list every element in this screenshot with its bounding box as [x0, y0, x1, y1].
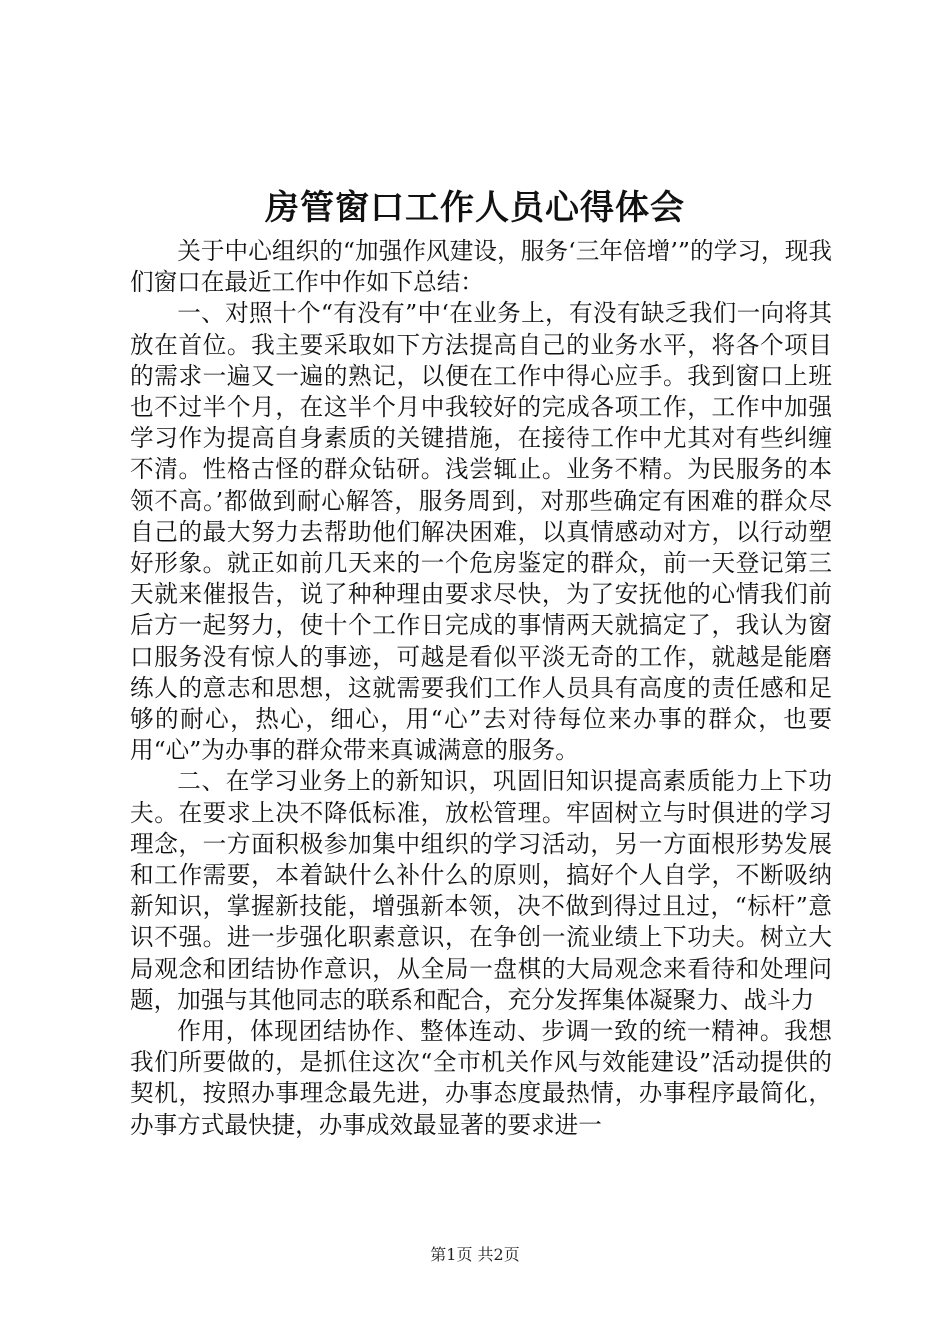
paragraph-continuation: 作用，体现团结协作、整体连动、步调一致的统一精神。我想我们所要做的，是抓住这次“全市机关作风与效能建设”活动提供的契机，按照办事理念最先进，办事态度最热情，办事程序最简化，办事方式最快捷，办事成效最显著的要求进一 [130, 1017, 832, 1139]
document-title: 房管窗口工作人员心得体会 [265, 188, 685, 228]
paragraph-section-one: 一、对照十个“有没有”中‘在业务上，有没有缺乏我们一向将其放在首位。我主要采取如下方法提高自己的业务水平，将各个项目的需求一遍又一遍的熟记，以便在工作中得心应手。我到窗口上班也不过半个月，在这半个月中我较好的完成各项工作，工作中加强学习作为提高自身素质的关键措施，在接待工作中尤其对有些纠缠不清。性格古怪的群众钻研。浅尝辄止。业务不精。为民服务的本领不高。’都做到耐心解答，服务周到，对那些确定有困难的群众尽自己的最大努力去帮助他们解决困难，以真情感动对方，以行动塑好形象。就正如前几天来的一个危房鉴定的群众，前一天登记第三天就来催报告，说了种种理由要求尽快，为了安抚他的心情我们前后方一起努力，使十个工作日完成的事情两天就搞定了，我认为窗口服务没有惊人的事迹，可越是看似平淡无奇的工作，就越是能磨练人的意志和思想，这就需要我们工作人员具有高度的责任感和足够的耐心，热心，细心，用“心”去对待每位来办事的群众，也要用“心”为办事的群众带来真诚满意的服务。 [130, 299, 832, 765]
document-body [130, 236, 832, 1141]
page-footer: 第1页 共2页 [430, 1245, 520, 1264]
paragraph-intro: 关于中心组织的“加强作风建设，服务‘三年倍增’”的学习，现我们窗口在最近工作中作如下总结： [130, 237, 832, 297]
paragraph-section-two: 二、在学习业务上的新知识，巩固旧知识提高素质能力上下功夫。在要求上决不降低标准，放松管理。牢固树立与时俱进的学习理念，一方面积极参加集中组织的学习活动，另一方面根形势发展和工作需要，本着缺什么补什么的原则，搞好个人自学，不断吸纳新知识，掌握新技能，增强新本领，决不做到得过且过，“标杆”意识不强。进一步强化职素意识，在争创一流业绩上下功夫。树立大局观念和团结协作意识，从全局一盘棋的大局观念来看待和处理问题，加强与其他同志的联系和配合，充分发挥集体凝聚力、战斗力 [130, 767, 832, 1014]
